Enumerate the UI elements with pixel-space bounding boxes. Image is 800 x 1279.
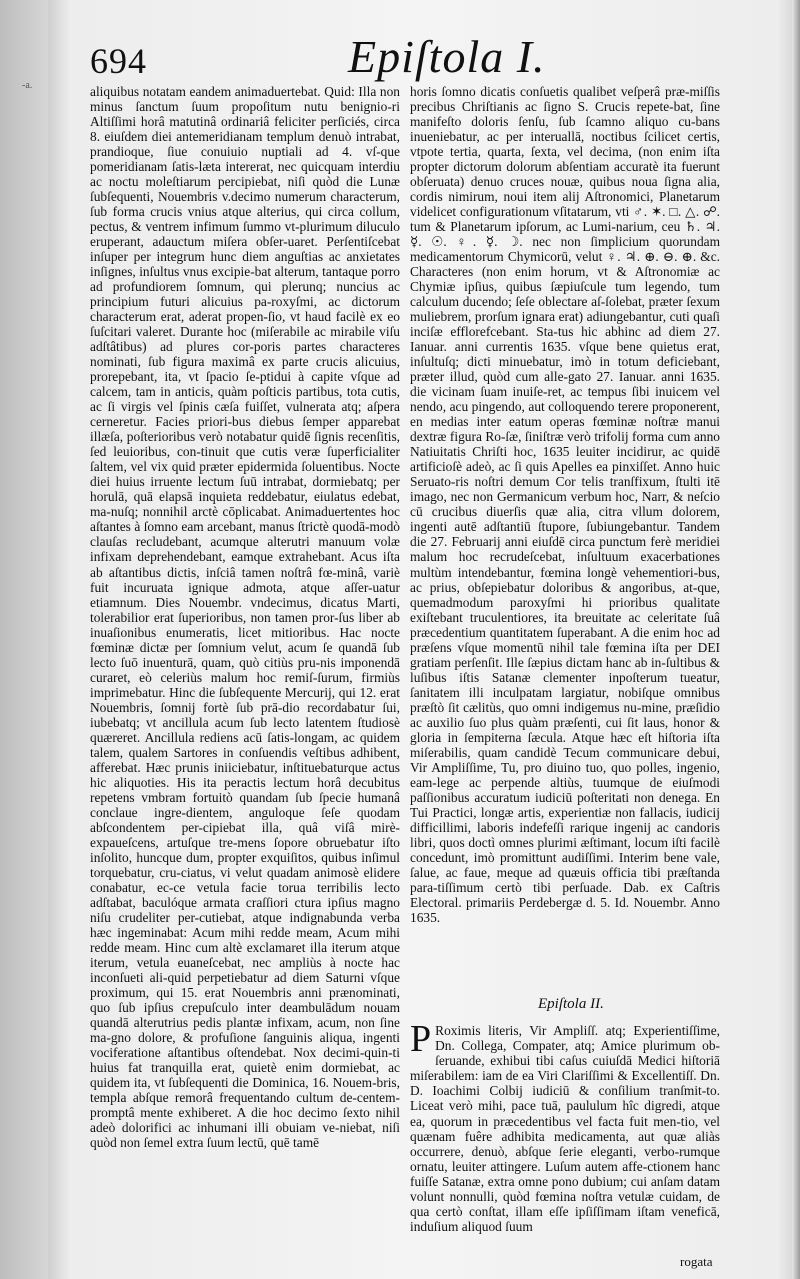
epistle-body: [410, 1018, 720, 1235]
epistle-heading: Epiſtola II.: [538, 996, 604, 1012]
catchword: rogata: [680, 1254, 713, 1269]
right-text-column: [410, 84, 720, 925]
page-edge-right: [792, 0, 800, 1279]
epistle-body-text: Roximis literis, Vir Ampliſſ. atq; Experientiſſime, Dn. Collega, Compater, atq; Amice plurimum ob-ſeruande, exhibui tibi caſus cuiuſdā Medici hiſtoriā miſerabilem: iam de ea Viri Clariſſimi & Excellentiſſ. Dn. D. Ioachimi Colbij iudiciū & conſilium tranſmit-to. Liceat verò mihi, pace tuā, paululum hîc digredi, atque ea, quorum in præcedentibus vel facta fuit men-tio, vel quænam fuêre adhibita medicamenta, aut quæ aliàs occurrere, denuò, abſque ſerie eleganti, verbo-rumque ornatu, leuiter attingere. Luſum autem affe-ctionem hanc fuiſſe Satanæ, extra omne pono dubium; cui anſam datam volunt nonnulli, quòd fœmina noſtra vetulæ cuidam, de qua certò conſtat, illam eſſe ipſiſſimam iſtam veneficā, induſium aliquod ſuum: [410, 1023, 720, 1235]
left-column-text: aliquibus notatam eandem animaduertebat. Quid: Illa non minus ſanctum ſuum propoſitum nutu benignio-ri Altiſſimi horâ matutinâ ordinariâ feliciter perſiciés, circa 8. eiuſdem diei antemeridianam templum denuò intrabat, prandioque, ſiue conuiuio nuptiali ad 4. vſ-que pomeridianam ſatis-læta intererat, nec quicquam interdiu ac noctu moleſtiarum percipiebat, niſi quòd die Lunæ ſubſequenti, Nouembris v.decimo numerum characterum, ſub forma crucis vnius atque alterius, qui circa collum, pectus, & ventrem infimum ſummo vt-plurimum diluculo eruperant, adauctum miſera obſer-uaret. Perſentiſcebat inſuper per integrum hunc diem anguſtias ac anxietates inſignes, inſultus vnus excipie-bat alterum, tantaque porro ad profundiorem ſomnum, qui plerunq; nuncius ac principium futuri alicuius pa-roxyſmi, ac dictorum characterum erat, aderat propen-ſio, vt haud facilè ex eo ſuſcitari valeret. Durante hoc (miſerabile ac mirabile viſu adſtâtibus) ad plures cor-poris partes characteres nominati, ſub figura maximâ ex parte crucis alicuius, prorepebant, ita, vt ſpacio ſe-ptidui à capite vſque ad calcem, tam in anticis, quàm poſticis partibus, tota cutis, ac ſi virgis vel ſpinis cæſa fuiſſet, vulnerata atq; aſpera cerneretur. Facies priori-bus diebus ſemper apparebat illæſa, poſterioribus verò notabatur quidē ſignis recenſitis, ſed leuioribus, con-tinuit que cutis veræ ſuperficialiter ſaltem, vel vix quid præter epidermida ſoluentibus. Nocte diei huius irruente lectum ſuū intrabat, dormiebatq; per horulā, quā elapsā inquieta reddebatur, eiulatus edebat, ma-nuſq; nonnihil arctè cōplicabat. Animaduertentes hoc aſtantes à ſomno eam arcebant, manus ſtrictè quodā-modò clauſas recludebant, acumque alterutri manuum volæ infixam deprehendebant, eamque extrahebant. Acus iſta ab aſtantibus dictis, inſciâ tamen noſtrâ fœ-minâ, variè fuit incuruata ignique admota, atque aſſer-uatur etiamnum. Dies Nouembr. vndecimus, dicatus Marti, tolerabilior erat ſuperioribus, non tamen pror-ſus liber ab inuaſionibus enumeratis, licet mitioribus. Hac nocte fœminæ dictæ per ſomnium velut, acum ſe quandā ſub lecto ſuō inuenturā, quam, quò citiùs pru-nis imponendā curaret, eò celeriùs malum hoc remiſ-ſurum, firmiùs imprimebatur. Hinc die ſubſequente Mercurij, qui 12. erat Nouembris, ſomnij fortè ſub prā-dio recordabatur ſui, iubebatq; vt ancillula acum ſub lecto latentem ſtudiosè quæreret. Ancillula rediens acū ſatis-longam, ac quidem talem, qualem Sartores in conſuendis veſtibus adhibent, afferebat. Hæc prunis iniiciebatur, inſtituebaturque actus hic aliquoties. His ita peractis lectum horâ decubitus repetens vmbram fortuitò quandam ſub ſpecie humanâ conclaue ingre-dientem, anguloque ſeſe quodam abſcondentem per-cipiebat illa, quâ viſâ mirè-expaueſcens, artuſque tre-mens ſopore obruebatur iſto inſolito, huncque dum, propter exquiſitos, quibus inſimul torquebatur, cru-ciatus, vi velut quadam animosè elidere conabatur, ec-ce vetula facie torua terribilis lecto adſtabat, baculóque armata craſſiori ctura ipſius magno niſu crudeliter per-cutiebat, atque indignabunda verba hæc ingeminabat: Acum mihi redde meam, Acum mihi redde meam. Hinc cum altè exclamaret illa iterum atque iterum, vetula euaneſcebat, nec ampliùs à nocte hac inconſueti ali-quid perpetiebatur ad diem Saturni vſque proximum, qui 15. erat Nouembris anni prænominati, quo ſub ipſius crepuſculo inter deambulādum nouam quandā alterutrius pedis plantæ infixam, acum, non ſine ma-gno dolore, & profuſione ſanguinis aliqua, ingenti vociferatione aſtantibus oſtendebat. Nox decimi-quin-ti huius fat tranquilla erat, quietè enim dormiebat, ac quidem ita, vt ſubſequenti die Dominica, 16. Nouem-bris, templa abſque remorâ frequentando cultum de-centem-promptâ mente exhiberet. A die hoc decimo ſexto nihil adeò dolorifici ac inhumani illi obuiam ve-niebat, niſi quòd non ſemel extra ſuum lectū, quē tamē: [90, 84, 400, 1151]
right-column-text: horis ſomno dicatis conſuetis qualibet veſperâ præ-miſſis precibus Chriſtianis ac ſigno S. Crucis repete-bat, ſine manifeſto doloris ſenſu, ſub ſcamno aliquo cu-bans inueniebatur, ac per interuallā, noctibus ſcilicet certis, vtpote tertia, quarta, ſexta, vel decima, (non enim iſta propter dictorum dolorum abſentiam accuratè ita fuerunt obſeruata) denuo cruces nouæ, quibus noua ſigna alia, cordis nimirum, noui item alij Aſtronomici, Planetarum videlicet configurationum vſitatarum, vti ♂. ✶. □. △. ☍. tum & Planetarum ipſorum, ac Lumi-narium, ceu ♄. ♃. ☿. ☉. ♀. ☿. ☽. nec non ſimplicium quorundam medicamentorum Chymicorū, velut ♀. ♃. ⊕. ⊖. ⊕. &c. Characteres (non enim horum, vt & Aſtronomiæ ac Chymiæ ipſius, quibus ſæpiuſcule tum legendo, tum calculum ducendo; ſeſe oblectare aſ-ſolebat, præter ſexum muliebrem, prorſum ignara erat) adiungebantur, cuti quaſi inciſæ efflorefcebant. Sta-tus hic abhinc ad diem 27. Ianuar. anni currentis 1635. vſque bene quietus erat, inſultuſq; dicti minuebatur, imò in totum deficiebant, præter illud, quòd cum alle-gato 27. Ianuar. anni 1635. die vicinam ſuam inuiſe-ret, ac tempus ſibi inuicem vel nendo, acu pingendo, aut colloquendo terere proponerent, en medias inter eatum operas fœminæ noſtræ manui dextræ figura Ro-ſæ, ſiniſtræ verò trifolij forma cum anno Natiuitatis Chriſti hoc, 1635 leuiter incidirur, ac quidē artificioſè adeò, ac ſi quis Apelles ea pinxiſſet. Anno huic Seruato-ris noſtri demum Cor telis tranſfixum, ſtulti itē imago, nec non Germanicum verbum hoc, Narr, & neſcio cū crucibus diuerſis quæ alia, citra vllum dolorem, ingenti autē adſtantiū ſtupore, ſubiungebantur. Tandem die 27. Februarij anni eiuſdē circa punctum ferè meridiei malum hoc recrudeſcebat, inſultuum exacerbationes multùm intendebantur, fœmina longè vehementiori-bus, ac prius, obſepiebatur doloribus & angoribus, at-que, quemadmodum paroxyſmi hi prioribus qualitate exiſtebant truculentiores, ita breuitate ac celeritate ſuâ præcedentium quantitatem ſuperabant. A die enim hoc ad præſens vſque momentū nihil tale fœmina iſta per DEI gratiam perſenſit. Ille ſæpius dictam hanc ab in-ſultibus & luſibus iſtis Satanæ clementer inpoſterum tueatur, ſanitatem illi inculpatam largiatur, nobiſque omnibus præſtò ſit cælitùs, quo omni indigemus nu-mine, præſidio ac auxilio ſuo plus quàm præſenti, cui ſit laus, honor & gloria in ſempiterna ſæcula. Atque hæc eſt hiſtoria iſta miſerabilis, quam candidè Tecum communicare debui, Vir Ampliſſime, Tu, pro diuino tuo, quo polles, ingenio, eam-lege ac perpende altiùs, tuumque de eiuſmodi paſſionibus accuratum iudiciū poſteritati non denega. En Tui Practici, longæ artis, experientiæ non fallacis, iudicij difficillimi, laboris indefeſſi rarique ingenij ac candoris libri, quos doctì omnes plurimi æſtimant, locum iſti facilè concedunt, imò promittunt audiſſimi. Interim bene vale, ſalue, ac faue, meque ad quæuis officia tibi præſtanda para-tiſſimum certò tibi perſuade. Dab. ex Caſtris Electoral. primariis Perdebergæ d. 5. Id. Nouembr. Anno 1635.: [410, 84, 720, 925]
page-number: 694: [90, 41, 147, 81]
left-text-column: [90, 84, 400, 1150]
book-page: [48, 0, 800, 1279]
page-gutter-left: [0, 0, 48, 1279]
margin-mark: -a.: [22, 80, 33, 91]
drop-initial: P: [410, 1018, 432, 1060]
running-head: Epiſtola I.: [348, 31, 546, 82]
